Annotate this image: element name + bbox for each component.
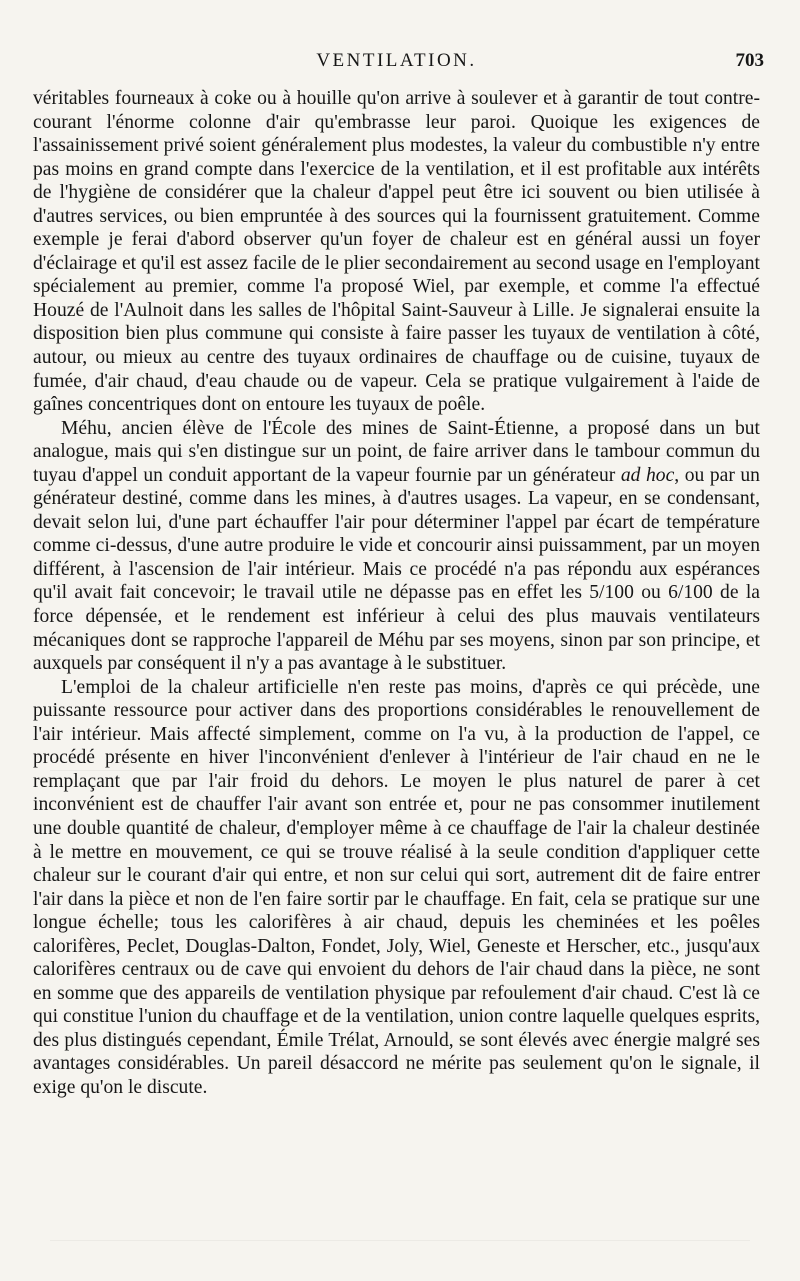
paragraph-text: L'emploi de la chaleur artificielle n'en reste pas moins, d'après ce qui précède, une puissante ressource pour activer dans des proportions considérables le renouvellement de l'air intérieur. Mais affecté simplement, comme on l'a vu, à la production de l'appel, ce procédé présente en hiver l'inconvénient d'enlever à l'intérieur de l'air chaud en ne le remplaçant que par l'air froid du dehors. Le moyen le plus naturel de parer à cet inconvénient est de chauffer l'air avant son entrée et, pour ne pas consommer inutilement une double quantité de chaleur, d'employer même à ce chauffage de l'air la chaleur destinée à le mettre en mouvement, ce qui se trouve réalisé à la seule condition d'appliquer cette chaleur sur le courant d'air qui entre, et non sur celui qui sort, autrement dit de faire entrer l'air dans la pièce et non de l'en faire sortir par le chauffage. En fait, cela se pratique sur une longue échelle; tous les calorifères à air chaud, depuis les cheminées et les poêles calorifères, Peclet, Douglas-Dalton, Fondet, Joly, Wiel, Geneste et Herscher, etc., jusqu'aux calorifères centraux ou de cave qui envoient du dehors de l'air chaud dans la pièce, ne sont en somme que des appareils de ventilation physique par refoulement d'air chaud. C'est là ce qui constitue l'union du chauffage et de la ventilation, union contre laquelle quelques esprits, des plus distingués cependant, Émile Trélat, Arnould, se sont élevés avec énergie malgré ses avantages considérables. Un pareil désaccord ne mérite pas seulement qu'on le signale, il exige qu'on le discute.: [33, 676, 760, 1098]
paragraph: [33, 676, 760, 1100]
bleed-through-line: [50, 770, 750, 771]
italic-text: ad hoc: [620, 464, 675, 486]
paragraph-text: véritables fourneaux à coke ou à houille qu'on arrive à soulever et à garantir de tout contre-courant l'énorme colonne d'air qu'embrasse leur paroi. Quoique les exigences de l'assainissement privé soient généralement plus modestes, la valeur du combustible n'y entre pas moins en grand compte dans l'exercice de la ventilation, et il est profitable aux intérêts de l'hygiène de considérer que la chaleur d'appel peut être ici souvent ou bien utilisée à d'autres services, ou bien empruntée à des sources qui la fournissent gratuitement. Comme exemple je ferai d'abord observer qu'un foyer de chaleur est en général aussi un foyer d'éclairage et qu'il est assez facile de le plier secondairement au second usage en l'employant spécialement au premier, comme l'a proposé Wiel, par exemple, et comme l'a effectué Houzé de l'Aulnoit dans les salles de l'hôpital Saint-Sauveur à Lille. Je signalerai ensuite la disposition bien plus commune qui consiste à faire passer les tuyaux de ventilation à côté, autour, ou mieux au centre des tuyaux ordinaires de chauffage ou de cuisine, tuyaux de fumée, d'air chaud, d'eau chaude ou de vapeur. Cela se pratique vulgairement à l'aide de gaînes concentriques dont on entoure les tuyaux de poêle.: [33, 88, 760, 416]
body-text: [33, 87, 760, 1100]
page-header: [33, 50, 764, 80]
bleed-through-line: [50, 1240, 750, 1241]
paragraph: [33, 87, 760, 417]
running-title: VENTILATION.: [316, 50, 477, 71]
bleed-through-line: [50, 455, 750, 456]
paragraph-text: Méhu, ancien élève de l'École des mines de Saint-Étienne, a proposé dans un but analogue, mais qui s'en distingue sur un point, de faire arriver dans le tambour commun du tuyau d'appel un conduit apportant de la vapeur fournie par un générateur: [33, 417, 760, 486]
page-number: 703: [735, 50, 764, 71]
paragraph-text: , ou par un générateur destiné, comme dans les mines, à d'autres usages. La vapeur, en se condensant, devait selon lui, d'une part échauffer l'air pour déterminer l'appel par écart de température comme ci-dessus, d'une autre produire le vide et concourir ainsi puissamment, par un moyen différent, à l'ascension de l'air intérieur. Mais ce procédé n'a pas répondu aux espérances qu'il avait fait concevoir; le travail utile ne dépasse pas en effet les 5/100 ou 6/100 de la force dépensée, et le rendement est inférieur à celui des plus mauvais ventilateurs mécaniques dont se rapproche l'appareil de Méhu par ses moyens, sinon par son principe, et auxquels par conséquent il n'y a pas avantage à le substituer.: [33, 464, 760, 675]
